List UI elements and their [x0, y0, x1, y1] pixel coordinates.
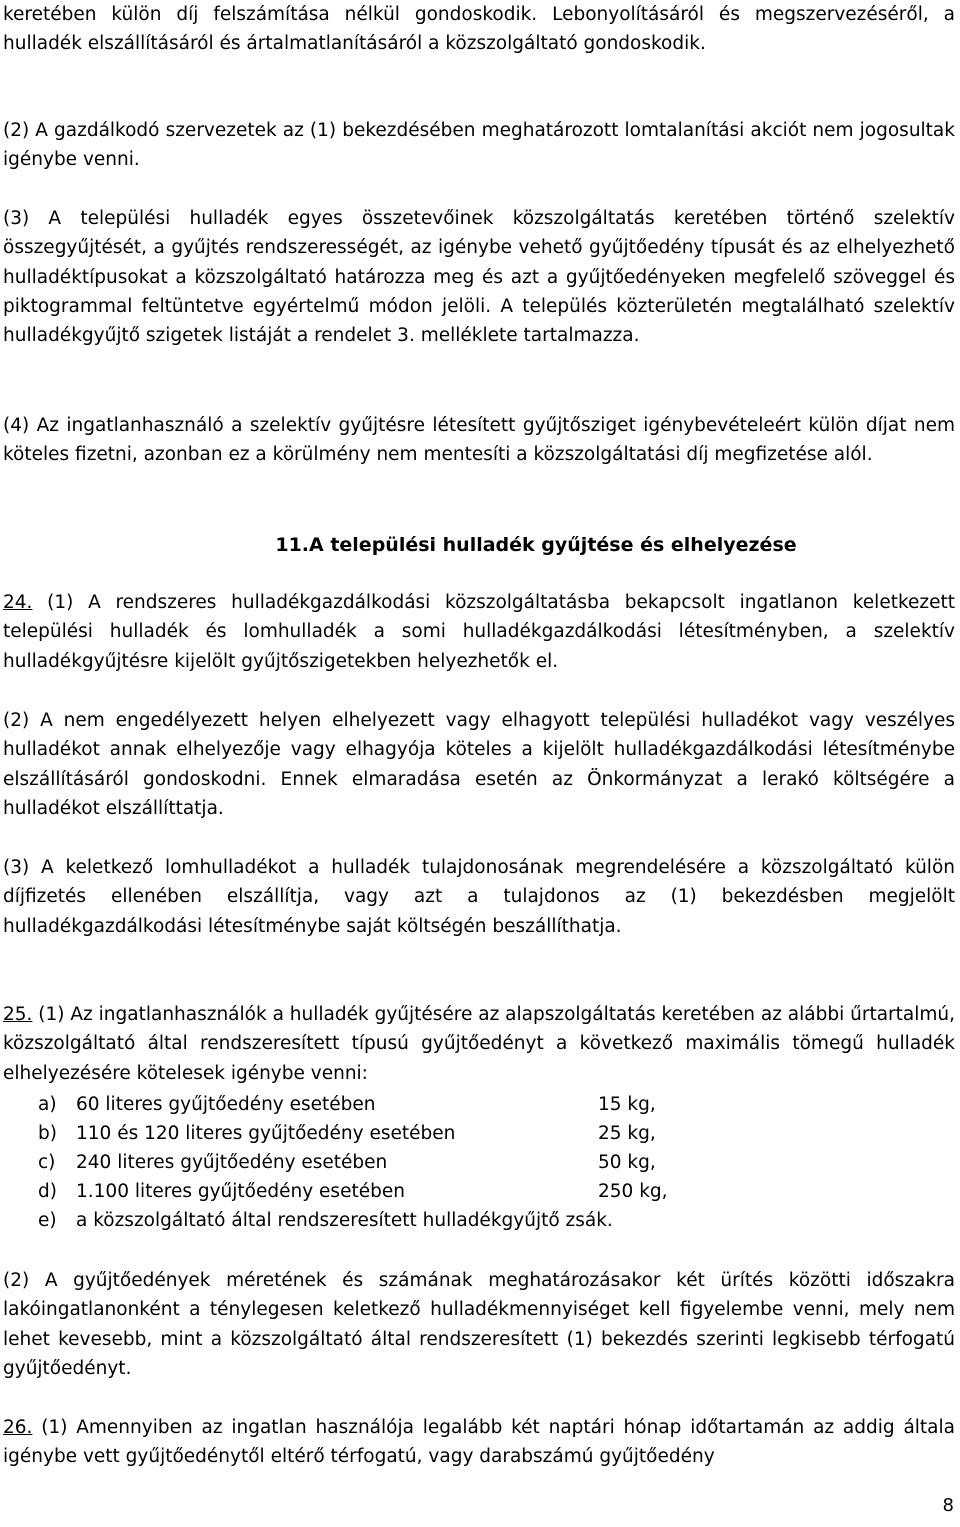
section-26-number: 26.: [3, 1417, 33, 1438]
section-25-number: 25.: [3, 1004, 33, 1025]
section-24-paragraph-3: (3) A keletkező lomhulladékot a hulladék tulajdonosának megrendelésére a közszolgáltató külön díjfizetés ellenében elszállítja, vagy azt a tulajdonos az (1) bekezdésben megjelölt hulladékgazdálkodási létesítménybe saját költségén beszállíthatja.: [3, 857, 955, 937]
section-24-paragraph-2: (2) A nem engedélyezett helyen elhelyezett vagy elhagyott települési hulladékot vagy veszélyes hulladékot annak elhelyezője vagy elhagyója köteles a kijelölt hulladékgazdálkodási létesítménybe elszállításáról gondoskodni. Ennek elmaradása esetén az Önkormányzat a lerakó költségére a hulladékot elszállíttatja.: [3, 710, 955, 819]
list-item-b: [38, 1119, 656, 1148]
paragraph-4: (4) Az ingatlanhasználó a szelektív gyűjtésre létesített gyűjtősziget igénybevételeért külön díjat nem köteles fizetni, azonban ez a körülmény nem mentesíti a közszolgáltatási díj megfizetése alól.: [3, 415, 955, 466]
list-value: 15 kg,: [598, 1094, 656, 1115]
list-value: 50 kg,: [598, 1152, 656, 1173]
list-label: d): [38, 1181, 57, 1202]
section-24-number: 24.: [3, 592, 33, 613]
list-text: 240 literes gyűjtőedény esetében: [76, 1152, 388, 1173]
section-25-paragraph-1: [3, 1000, 955, 1088]
list-value: 25 kg,: [598, 1123, 656, 1144]
list-value: 250 kg,: [598, 1181, 668, 1202]
paragraph-2: (2) A gazdálkodó szervezetek az (1) bekezdésében meghatározott lomtalanítási akciót nem jogosultak igénybe venni.: [3, 120, 955, 171]
list-text: 1.100 literes gyűjtőedény esetében: [76, 1181, 405, 1202]
section-24-text: (1) A rendszeres hulladékgazdálkodási közszolgáltatásba bekapcsolt ingatlanon keletkezett települési hulladék és lomhulladék a somi hulladékgazdálkodási létesítményben, a szelektív hulladékgyűjtésre kijelölt gyűjtőszigetekben helyezhetők el.: [3, 592, 955, 672]
list-label: b): [38, 1123, 57, 1144]
section-25-text: (1) Az ingatlanhasználók a hulladék gyűjtésére az alapszolgáltatás keretében az alábbi űrtartalmú, közszolgáltató által rendszeresített típusú gyűjtőedényt a következő maximális tömegű hulladék elhelyezésére kötelesek igénybe venni:: [3, 1004, 955, 1084]
page-number: 8: [942, 1495, 954, 1516]
section-25-paragraph-2: (2) A gyűjtőedények méretének és számának meghatározásakor két ürítés közötti időszakra lakóingatlanonként a ténylegesen keletkező hulladékmennyiséget kell figyelembe venni, mely nem lehet kevesebb, mint a közszolgáltató által rendszeresített (1) bekezdés szerinti legkisebb térfogatú gyűjtőedényt.: [3, 1270, 955, 1379]
section-26-paragraph-1: [3, 1413, 955, 1472]
list-text: 110 és 120 literes gyűjtőedény esetében: [76, 1123, 456, 1144]
list-label: e): [38, 1210, 57, 1231]
paragraph-continuation: keretében külön díj felszámítása nélkül gondoskodik. Lebonyolításáról és megszervezéséről, a hulladék elszállításáról és ártalmatlanításáról a közszolgáltató gondoskodik.: [3, 4, 955, 55]
list-text: a közszolgáltató által rendszeresített hulladékgyűjtő zsák.: [76, 1210, 613, 1231]
list-item-a: [38, 1090, 656, 1119]
section-24-paragraph-1: [3, 588, 955, 676]
list-label: a): [38, 1094, 57, 1115]
section-26-text: (1) Amennyiben az ingatlan használója legalább két naptári hónap időtartamán az addig általa igénybe vett gyűjtőedénytől eltérő térfogatú, vagy darabszámú gyűjtőedény: [3, 1417, 955, 1468]
list-label: c): [38, 1152, 56, 1173]
list-text: 60 literes gyűjtőedény esetében: [76, 1094, 376, 1115]
section-heading: [0, 530, 960, 560]
list-item-d: [38, 1177, 668, 1206]
paragraph-3: (3) A települési hulladék egyes összetevőinek közszolgáltatás keretében történő szelektív összegyűjtését, a gyűjtés rendszerességét, az igénybe vehető gyűjtőedény típusát és az elhelyezhető hulladéktípusokat a közszolgáltató határozza meg és azt a gyűjtőedényeken megfelelő szöveggel és piktogrammal feltüntetve egyértelmű módon jelöli. A település közterületén megtalálható szelektív hulladékgyűjtő szigetek listáját a rendelet 3. melléklete tartalmazza.: [3, 208, 955, 347]
section-heading-text: 11.A települési hulladék gyűjtése és elhelyezése: [275, 534, 797, 556]
list-item-e: [38, 1206, 613, 1235]
list-item-c: [38, 1148, 656, 1177]
